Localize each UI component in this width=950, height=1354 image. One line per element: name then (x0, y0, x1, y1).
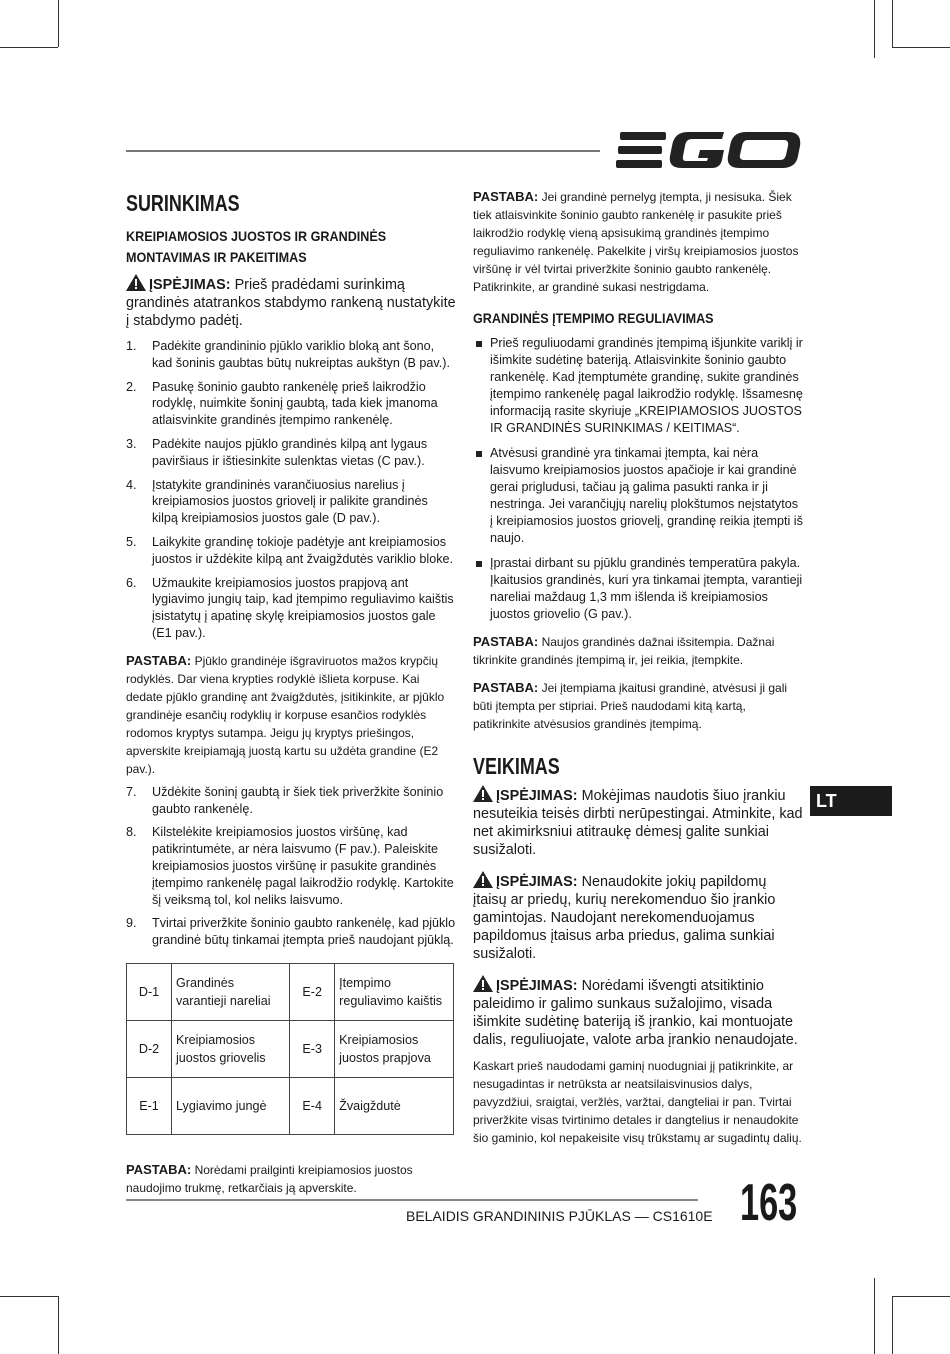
warning-label: ĮSPĖJIMAS: (149, 277, 231, 293)
crop-mark (892, 0, 893, 47)
list-item: 9. Tvirtai priveržkite šoninio gaubto rankenėlę, kad pjūklo grandinė būtų tinkamai įtempta prieš naudojant pjūklą. (126, 916, 456, 948)
crop-mark (58, 1296, 59, 1354)
warning-icon (473, 871, 493, 888)
subsection-title-tension: GRANDINĖS ĮTEMPIMO REGULIAVIMAS (473, 310, 714, 326)
list-item: 5. Laikykite grandinę tokioje padėtyje ant kreipiamosios juostos ir uždėkite kilpą ant žvaigždutės variklio bloke. (126, 534, 454, 566)
header-rule (126, 150, 600, 152)
list-item: 2. Pasukę šoninio gaubto rankenėlę prieš laikrodžio rodyklę, nuimkite šoninį gaubtą, tada kiek įmanoma atlaisvinkite grandinės įtempimo rankenėlę. (126, 379, 438, 428)
list-item: 6. Užmaukite kreipiamosios juostos prapjovą ant lygiavimo jungių taip, kad įtempimo reguliavimo kaištis įsistatytų į apatinę skylę kreipiamosios juostos gale (E1 pav.). (126, 575, 454, 640)
footer-rule (126, 1199, 698, 1201)
note-flip-bar: PASTABA: Norėdami prailginti kreipiamosios juostos naudojimo trukmę, retkarčiais ją apverskite. (126, 1161, 413, 1195)
right-column (473, 188, 803, 1153)
section-title-assembly: SURINKIMAS (126, 190, 240, 216)
ego-logo (616, 128, 802, 172)
parts-table (126, 963, 454, 1135)
warning-block (126, 274, 456, 330)
note-arrows: PASTABA: Pjūklo grandinėje išgraviruotos mažos krypčių rodyklės. Dar viena krypties rodyklė išlieta korpuse. Kai dedate pjūklo grandinę ant žvaigždutės, įsitikinkite, ar pjūklo grandinėje esančių rodyklių ir korpuse esančios rodyklės rodomos kryptys sutampa. Jeigu jų kryptys priešingos, apverskite kreipiamąją juostą kartu su uždėta grandine (E2 pav.). (126, 652, 445, 776)
table-row: D-2 Kreipiamosios juostos griovelis E-3 Kreipiamosios juostos prapjova (127, 1020, 454, 1077)
warning-icon (473, 975, 493, 992)
list-item: Įprastai dirbant su pjūklu grandinės temperatūra pakyla. Įkaitusios grandinės, kuri yra tinkamai įtempta, varantieji nareliai maždaug 1,3 mm išlenda iš kreipiamosios juostos griovelio (G pav.). (473, 555, 803, 623)
crop-mark (58, 0, 59, 47)
tension-bullets (473, 335, 803, 623)
subsection-title-bar-chain: KREIPIAMOSIOS JUOSTOS IR GRANDINĖS MONTAVIMAS IR PAKEITIMAS (126, 228, 387, 265)
crop-mark (892, 47, 950, 48)
list-item: 8. Kilstelėkite kreipiamosios juostos viršūnę, kad patikrintumėte, ar nėra laisvumo (F pav.). Paleiskite kreipiamosios juostos viršūnę ir pasukite grandinės įtempimo rankenėlę pagal laikrodžio rodyklę. Kartokite šį veiksmą tol, kol neliks laisvumo. (126, 825, 454, 907)
crop-mark (892, 1296, 893, 1354)
warning-text: Prieš pradėdami surinkimą grandinės atatrankos stabdymo rankeną nustatykite į stabdymo padėtį. (126, 277, 456, 329)
list-item: 1. Padėkite grandininio pjūklo variklio bloką ant šono, kad šoninis gaubtas būtų nukreiptas aukštyn (B pav.). (126, 339, 450, 370)
note-too-tight: PASTABA: Jei grandinė pernelyg įtempta, ji nesisuka. Šiek tiek atlaisvinkite šoninio gaubto rankenėlę ir pasukite prieš laikrodžio rodyklę vieną apsisukimą grandinės įtempimo reguliavimo rankenėlę. Pakelkite į viršų kreipiamosios juostos viršūnę ir vėl tvirtai priveržkite šoninio gaubto rankenėlę. Patikrinkite, ar grandinė sukasi nestrigdama. (473, 189, 799, 294)
language-tab: LT (810, 786, 892, 816)
page-number: 163 (740, 1174, 798, 1232)
list-item: 3. Padėkite naujos pjūklo grandinės kilpą ant lygaus paviršiaus ir ištiesinkite sulenktas vietas (C pav.). (126, 436, 428, 468)
warning-block: ĮSPĖJIMAS: Mokėjimas naudotis šiuo įrankiu nesuteikia teisės dirbti nerūpestingai. Atminkite, kad net akimirksniui atitraukę dėmesį galite sunkiai susižaloti. (473, 785, 803, 859)
assembly-steps (126, 338, 456, 642)
note-hot-chain: PASTABA: Jei įtempiama įkaitusi grandinė, atvėsusi ji gali būti įtempta per stipriai. Prieš naudodami kitą kartą, patikrinkite atvėsusios grandinės įtempimą. (473, 680, 788, 731)
list-item: 4. Įstatykite grandininės varančiuosius narelius į kreipiamosios juostos griovelį ir palikite grandinės kilpą kreipiamosios juostos gale (D pav.). (126, 477, 428, 526)
left-column (126, 188, 456, 1203)
list-item: Atvėsusi grandinė yra tinkamai įtempta, kai nėra laisvumo kreipiamosios juostos apačioje ir kai grandinė gerai prigludusi, tačiau ją galima pasukti ranka ir ji nestringa. Jei varančiųjų narelių plokštumos neįstatytos į kreipiamosios juostos griovelį, grandinę reikia įtempti iš naujo. (473, 445, 803, 547)
list-item: 7. Uždėkite šoninį gaubtą ir šiek tiek priveržkite šoninio gaubto rankenėlę. (126, 784, 444, 816)
note-new-chain: PASTABA: Naujos grandinės dažnai išsitempia. Dažnai tikrinkite grandinės įtempimą ir, jei reikia, įtempkite. (473, 634, 775, 667)
table-row: D-1 Grandinės varantieji nareliai E-2 Įtempimo reguliavimo kaištis (127, 963, 454, 1020)
footer-title: BELAIDIS GRANDININIS PJŪKLAS — CS1610E (406, 1208, 713, 1224)
warning-icon (473, 785, 493, 802)
crop-mark (874, 0, 875, 58)
closing-paragraph: Kaskart prieš naudodami gaminį nuodugniai jį patikrinkite, ar nesugadintas ir netrūksta ar neatsilaisvinusios dalys, pavyzdžiui, sraigtai, veržlės, varžtai, dangteliai ir pan. Tvirtai priveržkite visas tvirtinimo detales ir dangtelius ir nenaudokite šio gaminio, kol nepakeisite visų trūkstamų ar sugadintų dalių. (473, 1059, 802, 1145)
table-row: E-1 Lygiavimo jungė E-4 Žvaigždutė (127, 1077, 454, 1134)
section-title-operation: VEIKIMAS (473, 753, 560, 779)
assembly-steps-continued (126, 784, 456, 949)
crop-mark (874, 1278, 875, 1354)
crop-mark (0, 47, 58, 48)
warning-block: ĮSPĖJIMAS: Norėdami išvengti atsitiktinio paleidimo ir galimo sunkaus sužalojimo, visada išimkite sudėtinę bateriją iš įrankio, kai montuojate dalis, reguliuojate, valote arba įrankio nenaudojate. (473, 975, 803, 1049)
crop-mark (0, 1296, 58, 1297)
crop-mark (892, 1296, 950, 1297)
warning-icon (126, 274, 146, 291)
list-item: Prieš reguliuodami grandinės įtempimą išjunkite variklį ir išimkite sudėtinę bateriją. Atlaisvinkite šoninio gaubto rankenėlę. Kad įtemptumėte grandinę, sukite grandinės įtempimo rankenėlę pagal laikrodžio rodyklę. Išsamesnę informaciją rasite skyriuje „KREIPIAMOSIOS JUOSTOS IR GRANDINĖS SURINKIMAS / KEITIMAS“. (473, 335, 803, 437)
warning-block: ĮSPĖJIMAS: Nenaudokite jokių papildomų įtaisų ar priedų, kurių nerekomenduo šio įrankio gamintojas. Naudojant nerekomenduojamus papildomus įtaisus arba priedus, galima sunkiai susižaloti. (473, 871, 803, 963)
